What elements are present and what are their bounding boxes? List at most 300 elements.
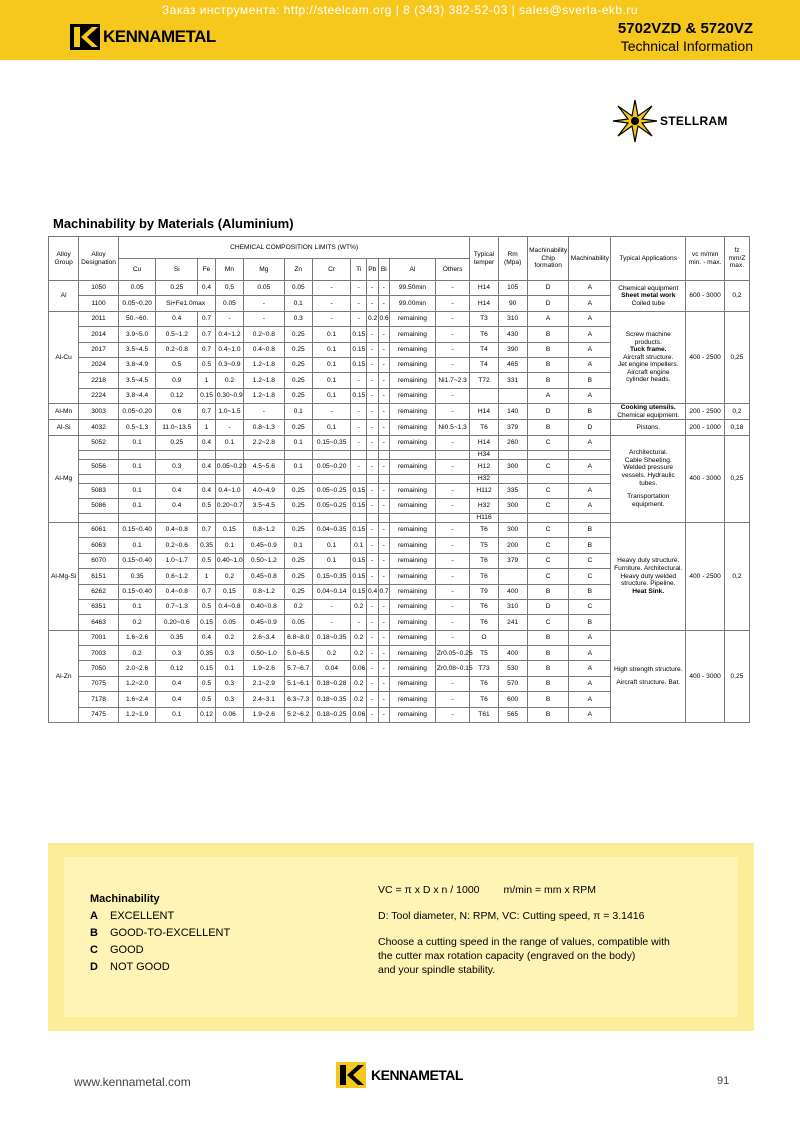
composition-cell: 0.4 [198,435,216,450]
composition-cell: 0.25 [156,281,198,296]
composition-cell: 3.8~4.4 [118,388,156,403]
composition-cell: 0.25 [284,420,312,435]
composition-cell: - [378,459,389,474]
cutting-speed-range: 400 - 2500 [686,522,725,630]
composition-cell: 0.15~0.35 [312,569,351,584]
composition-cell: remaining [389,420,435,435]
composition-cell: 4.0~4.9 [244,483,285,498]
composition-cell: 1 [198,420,216,435]
composition-cell: - [435,296,470,311]
composition-cell: remaining [389,553,435,568]
legend-item: D NOT GOOD [90,961,170,973]
header-element: Mn [215,259,243,281]
composition-cell: - [435,630,470,645]
chip-formation: B [527,676,569,691]
application-line: vessels. Hydraulic tubes. [621,472,675,487]
application-line: Aircraft structure. [623,353,674,361]
feed-per-tooth: 0,2 [724,404,749,420]
composition-cell: 3.5~4.5 [118,373,156,388]
composition-cell: 0.1 [118,459,156,474]
composition-cell: - [378,388,389,403]
typical-temper: T73 [470,661,498,676]
alloy-designation: 7178 [79,692,119,707]
composition-cell [118,475,156,484]
machinability-rating: A [569,459,611,474]
rm-value: 300 [498,522,527,537]
feed-per-tooth: 0,2 [724,522,749,630]
rm-value: 390 [498,342,527,357]
composition-cell: 0.6 [378,311,389,326]
composition-cell: remaining [389,373,435,388]
alloy-group: Al-Mg [49,435,79,522]
composition-cell [351,451,367,460]
composition-cell: - [378,296,389,311]
chip-formation [527,475,569,484]
composition-cell: 0.1 [215,435,243,450]
composition-cell: 99.00min [389,296,435,311]
composition-cell: 0.1 [284,459,312,474]
composition-cell: - [367,420,378,435]
composition-cell: 0.5 [198,553,216,568]
composition-cell: - [367,281,378,296]
typical-temper: T6 [470,599,498,614]
rm-value: 335 [498,483,527,498]
composition-cell: 0.2 [351,646,367,661]
composition-cell: - [378,342,389,357]
composition-cell: 5.7~6.7 [284,661,312,676]
composition-cell: 0.45~0.8 [244,569,285,584]
typical-temper: H12 [470,459,498,474]
composition-cell: 0.7 [198,404,216,420]
composition-cell: - [378,599,389,614]
composition-cell: - [351,311,367,326]
composition-cell: 0.15 [198,661,216,676]
composition-cell: - [312,615,351,630]
legend-item: B GOOD-TO-EXCELLENT [90,927,231,939]
legend-title: Machinability [90,893,160,905]
composition-cell: 0.15 [198,388,216,403]
alloy-group: Al-Si [49,420,79,435]
header-element: Bi [378,259,389,281]
composition-cell: 0.4~1.0 [215,342,243,357]
machinability-rating [569,451,611,460]
application-line: High strength structure. [613,665,683,673]
composition-cell: - [435,435,470,450]
composition-cell: 0.15 [351,342,367,357]
composition-cell: 0.2 [367,311,378,326]
header-element: Al [389,259,435,281]
composition-cell: - [435,584,470,599]
composition-cell: - [367,459,378,474]
product-subtitle: Technical Information [620,38,753,54]
composition-cell: 0.1 [312,357,351,372]
composition-cell: 0.4 [156,499,198,514]
product-title [618,20,753,54]
composition-cell: 0.3 [215,676,243,691]
cutting-speed-range: 200 - 2500 [686,404,725,420]
header-element: Pb [367,259,378,281]
composition-cell: - [378,373,389,388]
header-machinability: Machinability [569,237,611,281]
composition-cell: 0.4~0.8 [156,584,198,599]
alloy-designation: 5052 [79,435,119,450]
typical-temper: H14 [470,296,498,311]
header-element: Others [435,259,470,281]
composition-cell: 0.1 [215,661,243,676]
composition-cell: 0.04~0.14 [312,584,351,599]
typical-temper: T3 [470,311,498,326]
composition-cell: - [215,311,243,326]
composition-cell: - [367,357,378,372]
composition-cell: 0.25 [284,569,312,584]
composition-cell: 0.25 [284,522,312,537]
kennametal-k-icon [334,1062,368,1088]
composition-cell: - [312,311,351,326]
composition-cell: 0.1 [118,483,156,498]
alloy-designation: 2014 [79,327,119,342]
composition-cell: 0.15 [351,553,367,568]
machinability-rating [569,514,611,523]
typical-temper: T5 [470,538,498,553]
feed-per-tooth: 0,25 [724,435,749,522]
cutting-speed-range: 400 - 3000 [686,630,725,722]
rm-value: 300 [498,499,527,514]
brand-name: KENNAMETAL [103,27,216,46]
composition-cell: - [435,311,470,326]
composition-cell: 0.06 [351,661,367,676]
composition-cell: remaining [389,311,435,326]
composition-cell: - [435,459,470,474]
cutting-speed-info [378,883,778,977]
composition-cell: - [378,420,389,435]
typical-temper: H32 [470,499,498,514]
composition-cell: 2.4~3.1 [244,692,285,707]
alloy-designation: 1050 [79,281,119,296]
typical-temper: T5 [470,646,498,661]
composition-cell: - [378,435,389,450]
table-row [49,404,750,420]
composition-cell: 0.1 [312,342,351,357]
composition-cell [378,475,389,484]
composition-cell: 0.1 [118,538,156,553]
composition-cell: - [435,522,470,537]
composition-cell: 0.12 [198,707,216,722]
composition-cell: remaining [389,661,435,676]
note-line-2: the cutter max rotation capacity (engraved on the body) [378,950,636,962]
composition-cell [351,475,367,484]
machinability-rating: B [569,404,611,420]
composition-cell: - [378,661,389,676]
composition-cell: 0.20~0.7 [215,499,243,514]
composition-cell: 3.5~4.5 [244,499,285,514]
composition-cell: 0.2 [351,599,367,614]
kennametal-k-icon [70,24,100,50]
alloy-group: Al-Zn [49,630,79,722]
alloy-designation: 6351 [79,599,119,614]
typical-temper: T6 [470,553,498,568]
composition-cell: 0.3 [215,692,243,707]
composition-cell: - [367,522,378,537]
chip-formation: C [527,569,569,584]
composition-cell: 0.45~0.9 [244,615,285,630]
footer-url[interactable]: www.kennametal.com [74,1075,191,1089]
chip-formation: B [527,661,569,676]
composition-cell: 6.3~7.3 [284,692,312,707]
composition-cell: - [367,499,378,514]
composition-cell: 1.9~2.6 [244,707,285,722]
composition-cell [244,451,285,460]
composition-cell [435,475,470,484]
composition-cell: 0.25 [156,435,198,450]
composition-cell: 0.2 [118,615,156,630]
composition-cell: 0.1 [215,538,243,553]
composition-cell: remaining [389,584,435,599]
alloy-designation: 6061 [79,522,119,537]
composition-cell: 0.5 [198,599,216,614]
typical-temper: H32 [470,475,498,484]
alloy-designation: 7003 [79,646,119,661]
composition-cell: 0.50~1.0 [244,646,285,661]
composition-cell: - [435,569,470,584]
composition-cell: 0.1 [284,435,312,450]
composition-cell: - [378,615,389,630]
stellram-name: STELLRAM [660,114,728,128]
chip-formation: C [527,615,569,630]
composition-cell: 0.3 [215,646,243,661]
composition-cell: 0.25 [284,373,312,388]
composition-cell: 0.2 [118,646,156,661]
machinability-rating: B [569,538,611,553]
composition-cell: 0.2 [215,373,243,388]
machinability-rating: D [569,420,611,435]
application-line: equipment. [631,500,665,508]
composition-cell: 0.7 [198,584,216,599]
composition-cell: 1.0~1.5 [215,404,243,420]
page-number: 91 [717,1075,730,1087]
footer-brand-name: KENNAMETAL [371,1067,463,1083]
machinability-rating: A [569,342,611,357]
formula-definitions: D: Tool diameter, N: RPM, VC: Cutting speed, π = 3.1416 [378,910,645,922]
composition-cell [367,514,378,523]
composition-cell: - [378,692,389,707]
composition-cell: remaining [389,435,435,450]
machinability-rating: A [569,311,611,326]
machinability-rating: C [569,599,611,614]
cutting-speed-range: 400 - 2500 [686,311,725,403]
composition-cell [198,451,216,460]
composition-cell: - [435,553,470,568]
composition-cell: 0.1 [284,538,312,553]
header-vc: vc m/min min. - max. [686,237,725,281]
composition-cell: 0.15 [215,522,243,537]
composition-cell: remaining [389,569,435,584]
composition-cell: 0.15 [351,388,367,403]
composition-cell: 0.12 [156,661,198,676]
rm-value: 465 [498,357,527,372]
chip-formation: B [527,692,569,707]
composition-cell [284,451,312,460]
composition-cell: 0.4~0.8 [156,522,198,537]
composition-cell: 0.15 [351,569,367,584]
application-line: Heavy duty welded [620,572,677,580]
composition-cell: - [367,483,378,498]
composition-cell: - [435,599,470,614]
composition-cell: 0.05~0.20 [118,296,156,311]
composition-cell [156,514,198,523]
composition-cell: - [367,435,378,450]
alloy-designation: 4032 [79,420,119,435]
composition-cell: - [351,281,367,296]
composition-cell: 0.2 [312,646,351,661]
composition-cell: remaining [389,404,435,420]
typical-temper: H14 [470,435,498,450]
composition-cell: 1.6~2.4 [118,692,156,707]
feed-per-tooth: 0,2 [724,281,749,312]
footer-kennametal-logo [334,1062,463,1088]
composition-cell: 0.25 [284,342,312,357]
application-line: cylinder heads. [626,376,671,384]
composition-cell: 0.7~1.3 [156,599,198,614]
composition-cell: - [378,569,389,584]
composition-cell: 0.15 [351,499,367,514]
rm-value: 310 [498,311,527,326]
header-element: Ti [351,259,367,281]
chip-formation: B [527,707,569,722]
chip-formation: C [527,483,569,498]
composition-cell: 0.04~0.35 [312,522,351,537]
composition-cell: - [244,311,285,326]
rm-value: 600 [498,692,527,707]
composition-cell: 0.1 [312,388,351,403]
composition-cell: 0.4 [156,692,198,707]
composition-cell: - [378,327,389,342]
composition-cell: 2.6~3.4 [244,630,285,645]
composition-cell: 1.6~2.6 [118,630,156,645]
composition-cell: - [378,538,389,553]
header-element: Mg [244,259,285,281]
composition-cell: 2.1~2.9 [244,676,285,691]
composition-cell: 0.4~0.8 [215,599,243,614]
feed-per-tooth: 0,18 [724,420,749,435]
composition-cell: - [244,404,285,420]
stellram-star-icon [612,98,658,144]
composition-cell: 0.15 [215,584,243,599]
rm-value: 140 [498,404,527,420]
typical-applications [611,630,686,722]
chip-formation: A [527,311,569,326]
rm-value: 565 [498,707,527,722]
composition-cell: 0.2~0.8 [156,342,198,357]
machinability-box [48,843,754,1031]
composition-cell: 0.7 [198,311,216,326]
composition-cell: 4.5~5.6 [244,459,285,474]
cutting-speed-range: 400 - 3000 [686,435,725,522]
composition-cell: 5.2~6.2 [284,707,312,722]
composition-cell [389,475,435,484]
rm-value: 379 [498,420,527,435]
composition-cell: remaining [389,499,435,514]
composition-cell: 0.25 [284,584,312,599]
formula-units: m/min = mm x RPM [503,884,596,896]
chip-formation: D [527,281,569,296]
composition-cell: 0.1 [351,538,367,553]
machinability-rating: A [569,357,611,372]
composition-cell: 1.2~1.8 [244,373,285,388]
typical-temper: T6 [470,420,498,435]
chip-formation: B [527,630,569,645]
typical-applications [611,420,686,435]
composition-cell: - [367,676,378,691]
composition-cell [435,514,470,523]
composition-cell [156,475,198,484]
application-line: structure. Pipeline. [620,580,676,588]
composition-cell: remaining [389,388,435,403]
legend-item: A EXCELLENT [90,910,175,922]
composition-cell: 0.40~1.0 [215,553,243,568]
composition-cell: 0.4 [198,459,216,474]
header-fz: fz mm/Z max. [724,237,749,281]
composition-cell: 2.0~2.6 [118,661,156,676]
composition-cell: 0.15 [351,483,367,498]
typical-applications [611,404,686,420]
composition-cell: - [367,553,378,568]
application-line: Aircraft engine [626,368,670,376]
composition-cell [378,514,389,523]
composition-cell: Zr0.08~0.15 [435,661,470,676]
composition-cell: 0.4~1.2 [215,327,243,342]
chip-formation: C [527,435,569,450]
composition-cell: - [351,420,367,435]
composition-cell: 0.25 [284,357,312,372]
cutting-speed-range: 200 - 1000 [686,420,725,435]
composition-cell [118,514,156,523]
composition-cell: 0.2 [215,569,243,584]
composition-cell: 11.0~13.5 [156,420,198,435]
chip-formation: B [527,357,569,372]
composition-cell: 0.1 [156,707,198,722]
application-line: Welded pressure [623,464,674,472]
rm-value: 310 [498,599,527,614]
composition-cell: 0.8~1.2 [244,522,285,537]
application-line: Heat Sink. [632,587,665,595]
machinability-rating: A [569,327,611,342]
composition-cell: 1.2~1.8 [244,357,285,372]
alloy-designation: 1100 [79,296,119,311]
composition-cell: 6.8~8.0 [284,630,312,645]
header-element: Cu [118,259,156,281]
chip-formation: B [527,420,569,435]
composition-cell: - [312,296,351,311]
alloy-designation: 7050 [79,661,119,676]
typical-temper: H112 [470,483,498,498]
alloy-designation [79,451,119,460]
chip-formation: C [527,459,569,474]
composition-cell: 1.2~2.0 [118,676,156,691]
alloy-designation: 6463 [79,615,119,630]
composition-cell: - [435,615,470,630]
machinability-rating: A [569,435,611,450]
composition-cell: - [435,327,470,342]
composition-cell: 0.06 [215,707,243,722]
composition-cell: 0.7 [198,522,216,537]
contact-line[interactable]: Заказ инструмента: http://steelcam.org | 8 (343) 382-52-03 | sales@sverla-ekb.ru [161,3,639,17]
composition-cell: remaining [389,692,435,707]
composition-cell: - [435,707,470,722]
chip-formation: C [527,522,569,537]
composition-cell: 0.25 [284,483,312,498]
composition-cell: remaining [389,646,435,661]
composition-cell: remaining [389,327,435,342]
